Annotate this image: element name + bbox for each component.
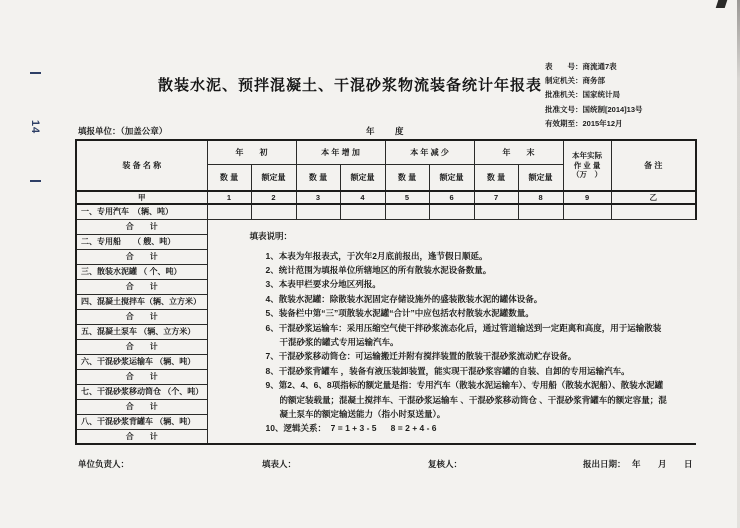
empty-data-cell <box>563 204 611 219</box>
row-label-dry-mortar-tank-carrier: 八、干混砂浆背罐车 （辆、吨） <box>76 414 207 429</box>
subcol-quantity: 数 量 <box>207 164 251 191</box>
col-group-year-increase: 本 年 增 加 <box>296 140 385 164</box>
code-cell: 甲 <box>76 191 207 204</box>
reporting-unit-line <box>78 125 698 137</box>
col-header-actual-volume: 本年实际 作 业 量 （万 ） <box>563 140 611 191</box>
row-label-total: 合 计 <box>76 399 207 414</box>
empty-data-cell <box>251 204 296 219</box>
page-number-dash-bottom <box>30 180 41 182</box>
code-cell: 2 <box>251 191 296 204</box>
day-char: 日 <box>684 459 693 469</box>
col-header-remarks: 备 注 <box>611 140 696 191</box>
page-number-value: 14 <box>29 119 41 135</box>
report-date-label: 报出日期： <box>583 459 626 469</box>
row-label-dry-mortar-transport-truck: 六、干混砂浆运输车 （辆、吨） <box>76 354 207 369</box>
equipment-statistics-table <box>75 139 697 445</box>
empty-data-cell <box>429 204 474 219</box>
row-label-dry-mortar-mobile-silo: 七、干混砂浆移动筒仓 （个、吨） <box>76 384 207 399</box>
code-cell: 7 <box>474 191 518 204</box>
code-cell: 6 <box>429 191 474 204</box>
empty-data-cell <box>611 204 696 219</box>
subcol-rated: 额定量 <box>251 164 296 191</box>
code-cell: 3 <box>296 191 340 204</box>
note-item-7: 7、干混砂浆移动筒仓：可运输搬迁并附有搅拌装置的散装干混砂浆流动贮存设备。 <box>265 351 577 362</box>
row-label-total: 合 计 <box>76 309 207 324</box>
signature-line <box>75 458 715 474</box>
row-label-special-ship: 二、专用船 （ 艘、吨） <box>76 234 207 249</box>
row-label-total: 合 计 <box>76 279 207 294</box>
row-label-concrete-pump-truck: 五、混凝土泵车 （辆、立方米） <box>76 324 207 339</box>
code-cell: 乙 <box>611 191 696 204</box>
row-label-total: 合 计 <box>76 249 207 264</box>
row-label-concrete-mixer-truck: 四、混凝土搅拌车（辆、立方米） <box>76 294 207 309</box>
row-label-total: 合 计 <box>76 339 207 354</box>
fill-instructions <box>210 220 695 436</box>
row-label-total: 合 计 <box>76 429 207 444</box>
note-item-1: 1、本表为年报表式，于次年2月底前报出，逢节假日顺延。 <box>265 250 488 261</box>
row-label-total: 合 计 <box>76 369 207 384</box>
col-header-equipment-name: 装 备 名 称 <box>76 140 207 191</box>
meta-form-number: 表 号 ： 商流通7表 <box>545 62 617 71</box>
year-label: 年 度 <box>366 126 410 136</box>
empty-data-cell <box>474 204 518 219</box>
meta-approving-agency: 批准机关 ： 国家统计局 <box>545 90 620 100</box>
row-label-special-truck: 一、专用汽车 （辆、吨） <box>76 204 207 219</box>
col-group-year-end: 年 末 <box>474 140 563 164</box>
code-cell: 8 <box>518 191 563 204</box>
note-item-6: 6、干混砂浆运输车：采用压缩空气使干拌砂浆流态化后，通过管道输送到一定距离和高度，用于运输散装干混砂浆的罐式专用运输汽车。 <box>265 322 662 347</box>
note-item-10: 10、逻辑关系： 7 = 1 + 3 - 5 8 = 2 + 4 - 6 <box>265 423 437 434</box>
form-meta-block <box>545 61 643 132</box>
page-number <box>26 72 44 182</box>
note-item-2: 2、统计范围为填报单位所辖地区的所有散装水泥设备数量。 <box>265 264 492 275</box>
col-group-year-decrease: 本 年 减 少 <box>385 140 474 164</box>
note-item-3: 3、本表甲栏要求分地区列报。 <box>265 279 381 290</box>
code-cell: 9 <box>563 191 611 204</box>
year-char: 年 <box>632 459 641 469</box>
code-cell: 4 <box>340 191 385 204</box>
form-title: 散装水泥、预拌混凝土、干混砂浆物流装备统计年报表 <box>157 77 542 94</box>
empty-data-cell <box>296 204 340 219</box>
code-cell: 1 <box>207 191 251 204</box>
empty-data-cell <box>518 204 563 219</box>
reporting-unit-label: 填报单位：（加盖公章） <box>78 126 168 136</box>
note-item-4: 4、散装水泥罐：除散装水泥固定存储设施外的盛装散装水泥的罐体设备。 <box>265 293 543 304</box>
empty-data-cell <box>340 204 385 219</box>
note-item-5: 5、装备栏中第“三”项散装水泥罐“合计”中应包括农村散装水泥罐数量。 <box>265 308 534 319</box>
empty-data-cell <box>207 204 251 219</box>
page-number-dash-top <box>30 72 41 74</box>
subcol-rated: 额定量 <box>340 164 385 191</box>
subcol-rated: 额定量 <box>518 164 563 191</box>
month-char: 月 <box>658 459 667 469</box>
meta-valid-until: 有效期至 ： 2015年12月 <box>545 118 623 128</box>
subcol-quantity: 数 量 <box>474 164 518 191</box>
reviewer-label: 复核人： <box>428 459 463 469</box>
row-label-bulk-cement-tank: 三、散装水泥罐 （ 个、吨） <box>76 264 207 279</box>
code-cell: 5 <box>385 191 429 204</box>
meta-issuing-agency: 制定机关 ： 商务部 <box>545 76 605 86</box>
preparer-label: 填表人： <box>262 459 297 469</box>
empty-data-cell <box>385 204 429 219</box>
meta-approval-doc-number: 批准文号 ： 国统制[2014]13号 <box>545 104 643 114</box>
note-item-9: 9、第2、4、6、8项指标的额定量是指：专用汽车（散装水泥运输车）、专用船（散装水泥船）、散装水泥罐的额定装载量；混凝土搅拌车、干混砂浆运输车 、干混砂浆移动筒仓 、干混砂浆背罐车的额定容量；混凝土泵车的额定输送能力（指小时泵送量）。 <box>265 380 667 419</box>
note-item-8: 8、干混砂浆背罐车 ，装备有液压装卸装置，能实现干混砂浆容罐的自装、自卸的专用运输汽车。 <box>265 365 630 376</box>
subcol-quantity: 数 量 <box>296 164 340 191</box>
row-label-total: 合 计 <box>76 219 207 234</box>
subcol-quantity: 数 量 <box>385 164 429 191</box>
fill-instructions-cell <box>207 219 696 444</box>
scan-corner-mark <box>716 0 728 8</box>
col-group-year-start: 年 初 <box>207 140 296 164</box>
fill-instructions-title: 填表说明： <box>249 230 293 241</box>
unit-head-label: 单位负责人： <box>78 459 130 469</box>
subcol-rated: 额定量 <box>429 164 474 191</box>
